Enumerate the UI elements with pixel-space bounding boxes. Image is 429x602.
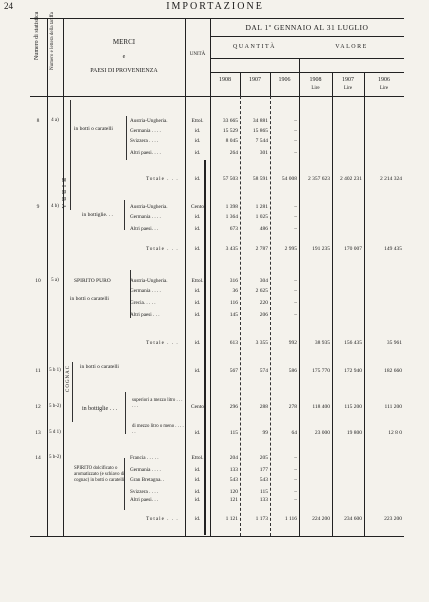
- cell-q2: 15 865: [252, 128, 268, 134]
- cell-v3: 149 435: [384, 246, 402, 252]
- cell-q3: –: [294, 278, 297, 284]
- lire-3: Lire: [379, 86, 389, 91]
- header-paesi: PAESI DI PROVENIENZA: [90, 68, 158, 74]
- country-label: Germania . . . .: [130, 214, 161, 220]
- cell-q1: 115: [229, 430, 238, 436]
- brace-cognac: [72, 362, 76, 422]
- cell-q3: –: [294, 477, 297, 483]
- cell-q1: 3 435: [225, 246, 238, 252]
- group-label: in botti o caratelli: [80, 364, 119, 370]
- year-q1: 1908: [219, 77, 231, 83]
- stat-number: 10: [35, 278, 41, 284]
- country-label: Francia . . . . .: [130, 455, 159, 461]
- cell-q1: 145: [229, 312, 238, 318]
- cell-unit: id.: [194, 368, 201, 374]
- country-label: Austria-Ungheria.: [130, 118, 168, 124]
- cell-q1: 204: [229, 455, 238, 461]
- cell-q1: 264: [229, 150, 238, 156]
- tariff-number: 4 a): [51, 118, 59, 123]
- cell-v2: 2 402 231: [340, 176, 362, 182]
- cell-unit: id.: [194, 300, 201, 306]
- cell-q1: 33 665: [222, 118, 238, 124]
- cell-q2: 99: [262, 430, 268, 436]
- cell-q3: 64: [291, 430, 297, 436]
- cell-q2: 2 625: [255, 288, 268, 294]
- cell-v2: 19 800: [346, 430, 362, 436]
- cell-q2: 304: [259, 278, 268, 284]
- total-label: Totale . . .: [146, 516, 179, 522]
- group-label: SPIRITO PURO: [74, 278, 111, 284]
- cell-q1: 121: [229, 497, 238, 503]
- country-label: Germania . . . .: [130, 288, 161, 294]
- cell-q1: 8 045: [225, 138, 238, 144]
- tariff-number: 5 a): [51, 278, 59, 283]
- total-label: Totale . . .: [146, 340, 179, 346]
- cell-unit: id.: [194, 489, 201, 495]
- country-label: Germania . . . .: [130, 467, 161, 473]
- cell-q2: 486: [259, 226, 268, 232]
- cell-q2: 1 173: [255, 516, 268, 522]
- country-label: Grecia. . . . .: [130, 300, 156, 306]
- header-e: e: [122, 54, 126, 60]
- years-rule: [210, 72, 404, 73]
- lire-2: Lire: [343, 86, 353, 91]
- cell-q3: 278: [288, 404, 297, 410]
- cell-q2: 3 355: [255, 340, 268, 346]
- cell-unit: id.: [194, 467, 201, 473]
- lire-1: Lire: [311, 86, 320, 91]
- cell-q3: –: [294, 455, 297, 461]
- total-label: Totale . . .: [146, 246, 179, 252]
- stat-number: 12: [35, 404, 41, 410]
- brace-birra-b: [124, 200, 128, 230]
- col-rule: [364, 72, 365, 536]
- cell-q2: 34 881: [252, 118, 268, 124]
- cell-q3: 2 995: [284, 246, 297, 252]
- group-label: in botti o caratelli: [70, 296, 109, 302]
- qv-rule: [210, 58, 404, 59]
- cell-v3: 2 214 324: [380, 176, 402, 182]
- brace-birra: [70, 100, 75, 210]
- cell-v3: 12 8 0: [388, 430, 402, 436]
- cell-q2: 1 281: [255, 204, 268, 210]
- cell-v2: 156 435: [344, 340, 362, 346]
- cell-q1: 133: [229, 467, 238, 473]
- cell-q3: –: [294, 467, 297, 473]
- header-periodo: DAL 1º GENNAIO AL 31 LUGLIO: [245, 23, 369, 32]
- cell-v1: 224 200: [312, 516, 330, 522]
- cell-v2: 172 940: [344, 368, 362, 374]
- stat-number: 14: [35, 455, 41, 461]
- cell-unit: Ettol.: [191, 455, 204, 461]
- cell-unit: id.: [194, 214, 201, 220]
- country-label: Altri paesi. . .: [130, 226, 159, 232]
- cell-unit: id.: [194, 340, 201, 346]
- cell-q2: 177: [259, 467, 268, 473]
- cell-unit: id.: [194, 288, 201, 294]
- stat-number: 11: [35, 368, 41, 374]
- cell-q1: 296: [229, 404, 238, 410]
- cell-unit: Ettol.: [191, 278, 204, 284]
- header-merci: MERCI: [112, 38, 136, 46]
- cell-q3: 54 008: [281, 176, 297, 182]
- cell-q3: 586: [288, 368, 297, 374]
- cell-unit: Ettol.: [191, 118, 204, 124]
- cell-unit: id.: [194, 128, 201, 134]
- cell-unit: id.: [194, 312, 201, 318]
- cell-q3: –: [294, 204, 297, 210]
- year-v3: 1906: [378, 77, 390, 83]
- cell-q1: 613: [229, 340, 238, 346]
- cell-unit: Cento: [190, 404, 205, 410]
- cell-unit: id.: [194, 497, 201, 503]
- tariff-number: 5 d 1): [49, 430, 61, 435]
- country-label: Altri paesi . . .: [130, 312, 160, 318]
- page-title: IMPORTAZIONE: [166, 1, 264, 12]
- col-rule: [270, 72, 271, 96]
- header-valore: VALORE: [335, 44, 368, 50]
- cell-unit: id.: [194, 138, 201, 144]
- col-rule: [240, 72, 241, 96]
- country-label: Altri paesi. . .: [130, 497, 159, 503]
- cell-q1: 36: [232, 288, 238, 294]
- cell-q1: 1 121: [225, 516, 238, 522]
- year-q2: 1907: [249, 77, 261, 83]
- cell-q3: –: [294, 214, 297, 220]
- cell-v3: 111 200: [384, 404, 402, 410]
- header-quantita: QUANTITÀ: [233, 44, 276, 50]
- cell-v3: 182 660: [384, 368, 402, 374]
- group-label: di mezzo litro o meno . . . . . .: [132, 424, 184, 435]
- cell-q2: 1 025: [255, 214, 268, 220]
- cell-unit: id.: [194, 176, 201, 182]
- year-v2: 1907: [342, 77, 354, 83]
- brace-bottiglie: [125, 392, 129, 434]
- cell-q3: –: [294, 128, 297, 134]
- country-label: Austria-Ungheria.: [130, 204, 168, 210]
- country-label: Austria-Ungheria.: [130, 278, 168, 284]
- cell-q2: 133: [259, 497, 268, 503]
- header-bottom-rule: [30, 96, 404, 97]
- cell-q2: 115: [259, 489, 268, 495]
- cell-q3: –: [294, 226, 297, 232]
- country-label: Svizzera . . . .: [130, 138, 159, 144]
- group-label: superiori a mezzo litro . . . . . .: [132, 398, 183, 409]
- stat-number: 13: [35, 430, 41, 436]
- cell-q3: –: [294, 489, 297, 495]
- cell-unit: id.: [194, 226, 201, 232]
- year-v1: 1908: [309, 77, 322, 83]
- cell-v1: 175 770: [312, 368, 330, 374]
- section-cognac: COGNAC: [66, 364, 71, 392]
- cell-q2: 7 544: [255, 138, 268, 144]
- group-label: SPIRITO dolcificato o aromatizzato (e schiavo di cognac) in botti o caratelli: [74, 466, 125, 483]
- tariff-number: 5 b-2): [48, 455, 62, 460]
- cell-v1: 2 357 623: [308, 176, 330, 182]
- stat-number: 9: [36, 204, 40, 210]
- cell-v1: 23 000: [314, 430, 330, 436]
- cell-v2: 234 600: [344, 516, 362, 522]
- tariff-number: 5 b-2): [48, 404, 62, 409]
- period-rule: [210, 36, 404, 37]
- col-rule: [63, 18, 64, 536]
- group-label: in botti o caratelli: [74, 126, 113, 132]
- cell-q3: 1 116: [284, 516, 297, 522]
- cell-q1: 116: [229, 300, 238, 306]
- cell-q2: 288: [259, 404, 268, 410]
- cell-q1: 543: [229, 477, 238, 483]
- year-q3: 1906: [278, 77, 291, 83]
- page-number: 24: [4, 1, 13, 11]
- cell-q3: –: [294, 288, 297, 294]
- cell-v1: 118 400: [312, 404, 330, 410]
- cell-q1: 673: [229, 226, 238, 232]
- cell-q2: 301: [259, 150, 268, 156]
- cell-q3: –: [294, 118, 297, 124]
- cell-q2: 2 787: [255, 246, 268, 252]
- table-bottom-rule: [30, 536, 404, 537]
- cell-q2: 58 591: [252, 176, 268, 182]
- cell-q1: 57 503: [222, 176, 238, 182]
- total-label: Totale . . .: [146, 176, 179, 182]
- cell-q2: 220: [259, 300, 268, 306]
- header-numero-lettera: Numero e lettera della tariffa: [50, 12, 55, 70]
- cognac-group-label: in bottiglie . . .: [82, 406, 118, 412]
- section-birra: BIRRA: [60, 178, 66, 212]
- group-label: in bottiglie. . .: [82, 212, 113, 218]
- cell-unit: id.: [194, 430, 201, 436]
- cell-q1: 120: [229, 489, 238, 495]
- cell-unit: id.: [194, 477, 201, 483]
- cell-v1: 38 935: [314, 340, 330, 346]
- cell-unit: Cento: [190, 204, 205, 210]
- cell-v2: 115 200: [344, 404, 362, 410]
- col-rule: [299, 58, 300, 536]
- country-label: Germania . . . .: [130, 128, 161, 134]
- cell-q3: –: [294, 150, 297, 156]
- cell-q2: 206: [259, 312, 268, 318]
- cell-q3: –: [294, 138, 297, 144]
- cell-v1: 191 235: [312, 246, 330, 252]
- cell-v2: 170 007: [344, 246, 362, 252]
- header-unita: UNITÀ: [189, 52, 206, 57]
- cell-v3: 35 961: [386, 340, 402, 346]
- col-rule: [332, 72, 333, 536]
- cell-q3: –: [294, 312, 297, 318]
- cell-q2: 574: [259, 368, 268, 374]
- cell-q2: 205: [259, 455, 268, 461]
- country-label: Altri paesi. . . .: [130, 150, 161, 156]
- country-label: Svizzera . . . .: [130, 489, 159, 495]
- stat-number: 8: [36, 118, 40, 124]
- header-numero-statistica: Numero di statistica: [34, 11, 40, 60]
- table-top-rule: [30, 18, 404, 19]
- cell-unit: id.: [194, 516, 201, 522]
- cell-q3: –: [294, 300, 297, 306]
- cell-unit: id.: [194, 150, 201, 156]
- cell-q1: 316: [229, 278, 238, 284]
- cell-q1: 1 364: [225, 214, 238, 220]
- cell-q3: 992: [288, 340, 297, 346]
- tariff-number: 5 b 1): [49, 368, 61, 373]
- cell-q2: 543: [259, 477, 268, 483]
- cell-v3: 223 200: [384, 516, 402, 522]
- country-label: Gran Bretagna. .: [130, 477, 165, 483]
- cell-unit: id.: [194, 246, 201, 252]
- cell-q3: –: [294, 497, 297, 503]
- cell-q1: 15 529: [222, 128, 238, 134]
- tariff-number: 4 b): [51, 204, 59, 209]
- cell-q1: 1 398: [225, 204, 238, 210]
- cell-q1: 567: [229, 368, 238, 374]
